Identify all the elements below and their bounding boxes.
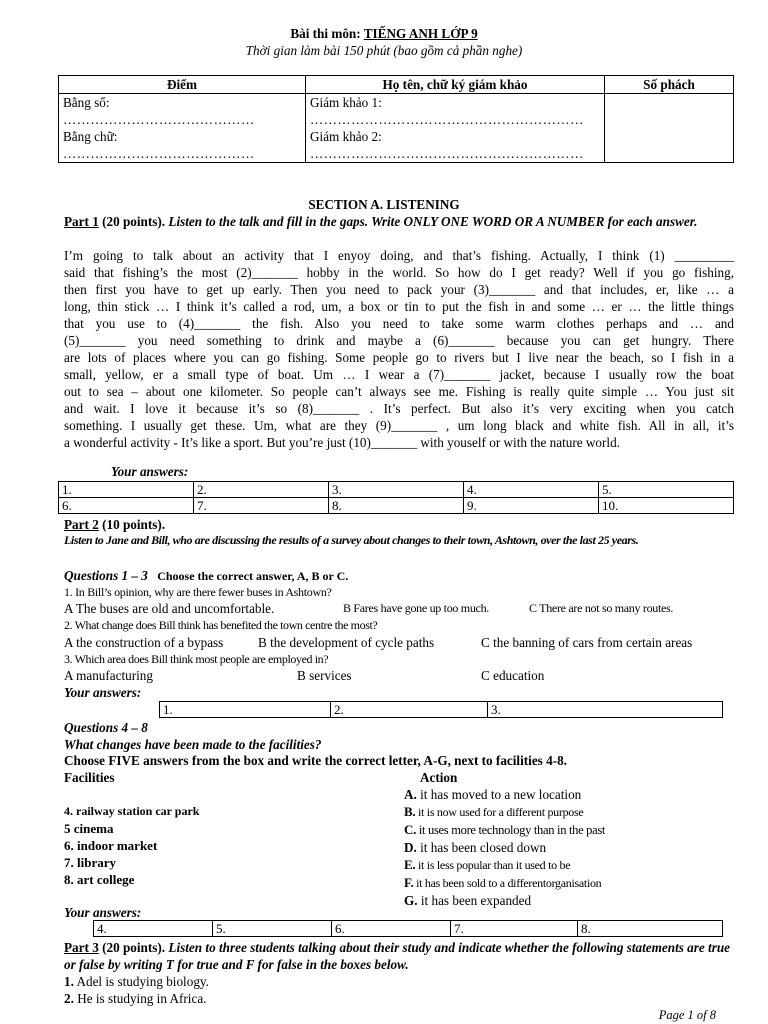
answer-cell[interactable]: 3. xyxy=(488,702,723,718)
action-letter: D. xyxy=(404,840,417,855)
answer-cell[interactable]: 4. xyxy=(464,482,599,498)
facility-item: 7. library xyxy=(64,855,116,870)
title-prefix: Bài thi môn: xyxy=(290,26,364,41)
facilities-list xyxy=(64,803,199,888)
q13-answers-label: Your answers: xyxy=(64,685,142,700)
action-item xyxy=(404,786,605,803)
section-a-heading: SECTION A. LISTENING xyxy=(308,197,460,212)
action-item xyxy=(404,874,605,892)
score-words-label: Bằng chữ: xyxy=(63,129,118,144)
score-number-line: …………………………………… xyxy=(63,112,255,127)
question-1: 1. In Bill’s opinion, why are there fewer buses in Ashtown? xyxy=(64,585,332,599)
part1-points: (20 points). xyxy=(98,214,169,229)
action-letter: A. xyxy=(404,787,417,802)
code-cell[interactable] xyxy=(605,94,734,163)
q3-option-a[interactable]: A manufacturing xyxy=(64,668,153,683)
actions-list xyxy=(404,786,605,909)
action-text: it is now used for a different purpose xyxy=(415,805,584,819)
answer-cell[interactable]: 4. xyxy=(94,921,213,937)
answer-cell[interactable]: 7. xyxy=(451,921,578,937)
action-item xyxy=(404,839,605,856)
passage-line: and wait. I love it because it’s so (8)_______ . It’s perfect. But also it’s very exciting when you catch xyxy=(64,401,734,416)
examiner-cell[interactable] xyxy=(306,94,605,163)
action-letter: F. xyxy=(404,875,414,890)
q13-label: Questions 1 – 3 xyxy=(64,568,148,583)
action-text: it has been expanded xyxy=(417,893,532,908)
q1-option-c[interactable]: C There are not so many routes. xyxy=(529,601,674,615)
q13-heading xyxy=(64,567,348,585)
part1-label: Part 1 xyxy=(64,214,99,229)
part3-instruction: Listen to three students talking about their study and indicate whether the following statements are true or false by writing T for true and F for false in the boxes below. xyxy=(64,940,731,972)
passage-line: out to sea – about one kilometer. So people can’t always see me. Fishing is really quite simple … You just sit xyxy=(64,384,734,399)
q13-instruction: Choose the correct answer, A, B or C. xyxy=(157,569,349,583)
part1-instruction: Listen to the talk and fill in the gaps. Write ONLY ONE WORD OR A NUMBER for each answer. xyxy=(168,214,698,229)
answer-cell[interactable]: 6. xyxy=(59,498,194,514)
part2-label: Part 2 xyxy=(64,517,99,532)
facility-item: 4. railway station car park xyxy=(64,804,200,818)
action-item xyxy=(404,856,605,874)
answer-cell[interactable]: 10. xyxy=(599,498,734,514)
q13-answer-grid xyxy=(159,701,723,718)
action-letter: B. xyxy=(404,804,416,819)
answer-cell[interactable]: 8. xyxy=(329,498,464,514)
q1-option-b[interactable]: B Fares have gone up too much. xyxy=(343,601,489,615)
part2-heading xyxy=(64,516,165,533)
passage-line: that you use to (4)_______ the fish. Also you need to take some warm clothes perhaps and … and xyxy=(64,316,734,331)
action-text: it is less popular than it used to be xyxy=(415,858,571,872)
answer-cell[interactable]: 5. xyxy=(213,921,332,937)
part3-item-text: Adel is studying biology. xyxy=(73,974,209,989)
passage-line: I’m going to talk about an activity that I enyoy doing, and that’s fishing. Actually, I think (1) _________ xyxy=(64,248,734,263)
action-header: Action xyxy=(420,770,458,785)
examiner-2-label: Giám khảo 2: xyxy=(310,129,382,144)
examiner-2-line: …………………………………………………… xyxy=(310,146,584,161)
q48-instruction: Choose FIVE answers from the box and write the correct letter, A-G, next to facilities 4-8. xyxy=(64,753,567,768)
passage-line: a wonderful activity - It’s like a sport. But you’re just (10)_______ with youself or with the nature world. xyxy=(64,435,620,450)
q1-option-a[interactable]: A The buses are old and uncomfortable. xyxy=(64,601,275,616)
q48-answers-label: Your answers: xyxy=(64,905,142,920)
part3-item-text: He is studying in Africa. xyxy=(73,991,207,1006)
exam-subtitle: Thời gian làm bài 150 phút (bao gồm cả phần nghe) xyxy=(245,43,523,58)
examiner-1-line: …………………………………………………… xyxy=(310,112,584,127)
part2-instruction: Listen to Jane and Bill, who are discussing the results of a survey about changes to their town, Ashtown, over the last 25 years. xyxy=(64,533,639,547)
answer-cell[interactable]: 6. xyxy=(332,921,451,937)
examiner-1-label: Giám khảo 1: xyxy=(310,95,382,110)
q3-option-b[interactable]: B services xyxy=(297,668,352,683)
facility-item: 6. indoor market xyxy=(64,838,158,853)
q2-option-a[interactable]: A the construction of a bypass xyxy=(64,635,224,650)
action-letter: G. xyxy=(404,893,418,908)
answer-cell[interactable]: 2. xyxy=(194,482,329,498)
part3-instruction-block xyxy=(64,939,734,973)
q3-option-c[interactable]: C education xyxy=(481,668,545,683)
page-number: Page 1 of 8 xyxy=(658,1008,716,1022)
examiner-header: Họ tên, chữ ký giám khảo xyxy=(306,76,605,94)
part2-points: (10 points). xyxy=(98,517,166,532)
passage-line: something. I usually get these. Um, what are they (9)_______ , um long black and white fish. All in all, it’s xyxy=(64,418,734,433)
action-item xyxy=(404,892,605,909)
passage-line: small, yellow, er a small type of boat. Um … I wear a (7)_______ jacket, because I usually row the boat xyxy=(64,367,734,382)
answer-cell[interactable]: 1. xyxy=(59,482,194,498)
q48-question: What changes have been made to the facilities? xyxy=(64,737,322,752)
action-text: it has moved to a new location xyxy=(416,787,582,802)
score-header: Điểm xyxy=(59,76,306,94)
part1-answers-label: Your answers: xyxy=(111,464,189,479)
part1-passage xyxy=(64,247,734,451)
question-3: 3. Which area does Bill think most people are employed in? xyxy=(64,652,329,666)
code-header: Số phách xyxy=(605,76,734,94)
answer-cell[interactable]: 5. xyxy=(599,482,734,498)
part1-instruction-block xyxy=(64,213,734,230)
action-item xyxy=(404,821,605,839)
passage-line: long, thin stick … I think it’s called a rod, um, a box or tin to put the fish in and some … er … the little things xyxy=(64,299,734,314)
score-cell[interactable] xyxy=(59,94,306,163)
passage-line: are lots of places where you can go fishing. Some people go to rivers but I live near the beach, so I fish in a xyxy=(64,350,734,365)
q48-answer-grid xyxy=(93,920,723,937)
answer-cell[interactable]: 2. xyxy=(331,702,488,718)
score-table xyxy=(58,75,734,163)
facilities-header: Facilities xyxy=(64,770,115,785)
passage-line: (5)_______ you need something to drink and maybe a (6)_______ because you can get hungry. There xyxy=(64,333,734,348)
part3-points: (20 points). xyxy=(98,940,169,955)
part3-item xyxy=(64,973,209,990)
action-text: it has been closed down xyxy=(416,840,547,855)
answer-cell[interactable]: 7. xyxy=(194,498,329,514)
facility-item: 5 cinema xyxy=(64,821,114,836)
answer-cell[interactable]: 3. xyxy=(329,482,464,498)
exam-title xyxy=(0,25,768,42)
action-letter: C. xyxy=(404,822,417,837)
action-text: it uses more technology than in the past xyxy=(416,823,606,837)
part3-item xyxy=(64,990,206,1007)
answer-cell[interactable]: 8. xyxy=(578,921,723,937)
q2-option-b[interactable]: B the development of cycle paths xyxy=(258,635,435,650)
answer-cell[interactable]: 9. xyxy=(464,498,599,514)
part1-answer-grid xyxy=(58,481,734,514)
part3-item-number: 1. xyxy=(64,974,74,989)
passage-line: then first you have to get up early. Then you need to pack your (3)_______ and that includes, er, like … a xyxy=(64,282,734,297)
action-text: it has been sold to a differentorganisation xyxy=(413,876,602,890)
part3-label: Part 3 xyxy=(64,940,99,955)
part3-item-number: 2. xyxy=(64,991,74,1006)
facility-item: 8. art college xyxy=(64,872,135,887)
title-subject: TIẾNG ANH LỚP 9 xyxy=(363,26,478,41)
answer-cell[interactable]: 1. xyxy=(160,702,331,718)
action-letter: E. xyxy=(404,857,416,872)
passage-line: said that fishing’s the most (2)_______ hobby in the world. So how do I get ready? Well if you go fishing, xyxy=(64,265,734,280)
action-item xyxy=(404,803,605,821)
q48-label: Questions 4 – 8 xyxy=(64,720,148,735)
score-words-line: …………………………………… xyxy=(63,146,255,161)
score-number-label: Bằng số: xyxy=(63,95,110,110)
question-2: 2. What change does Bill think has benefited the town centre the most? xyxy=(64,618,378,632)
q2-option-c[interactable]: C the banning of cars from certain areas xyxy=(481,635,693,650)
